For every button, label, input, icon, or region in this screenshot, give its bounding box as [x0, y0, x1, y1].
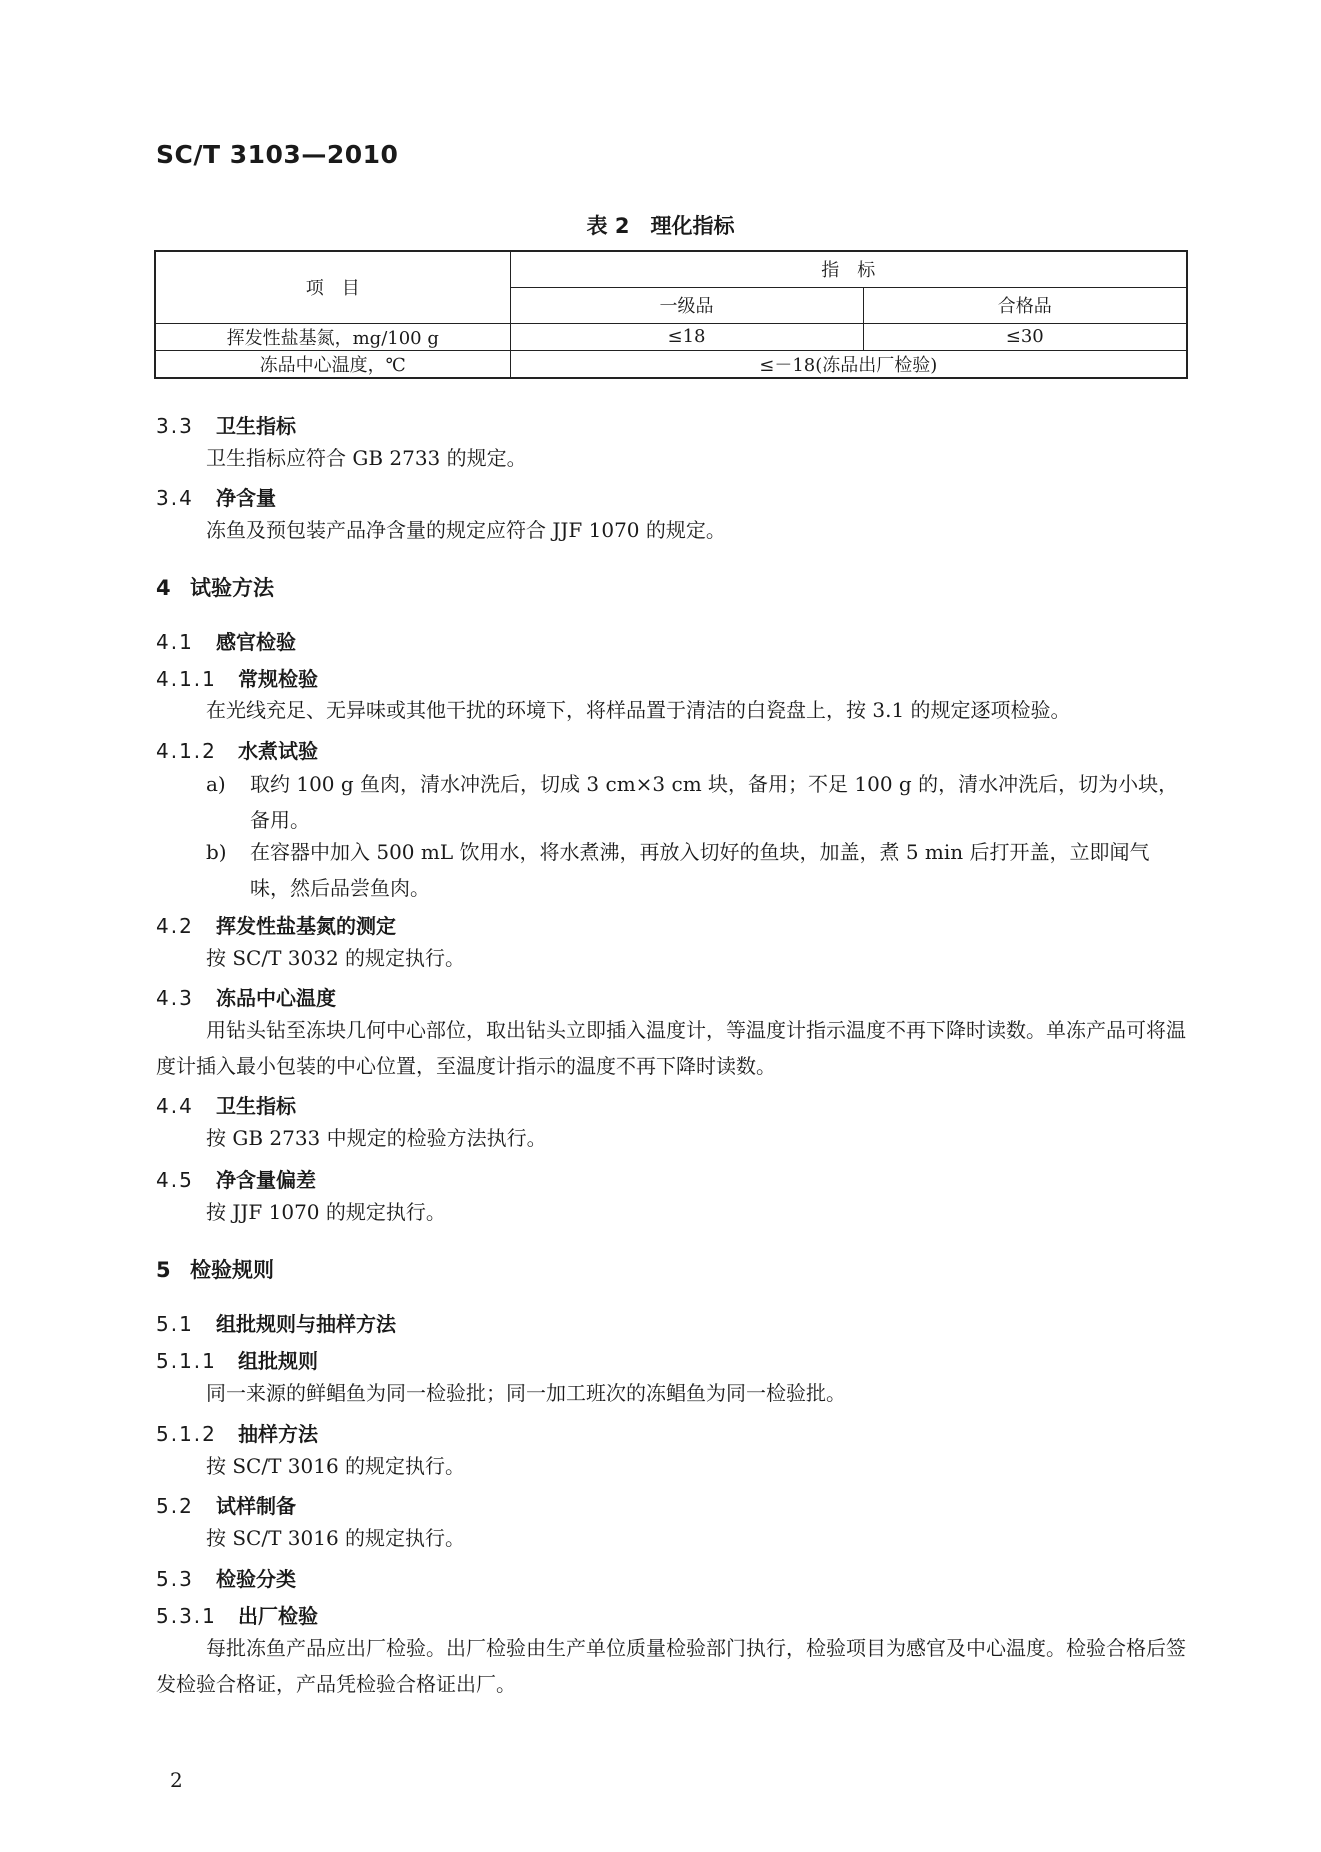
heading-text: 挥发性盐基氮的测定 — [216, 914, 396, 938]
heading-3-4 — [156, 482, 276, 511]
heading-5-1 — [156, 1308, 396, 1337]
heading-number: 4.1 — [156, 630, 194, 654]
heading-text: 卫生指标 — [216, 414, 296, 438]
list-text: 在容器中加入 500 mL 饮用水，将水煮沸，再放入切好的鱼块，加盖，煮 5 min 后打开盖，立即闻气味，然后品尝鱼肉。 — [250, 840, 1150, 900]
list-item — [206, 834, 1186, 906]
paragraph-5-2: 按 SC/T 3016 的规定执行。 — [206, 1526, 466, 1550]
heading-text: 常规检验 — [238, 667, 318, 691]
heading-4-2 — [156, 910, 396, 939]
paragraph-4-1-1: 在光线充足、无异味或其他干扰的环境下，将样品置于清洁的白瓷盘上，按 3.1 的规定逐项检验。 — [206, 698, 1071, 722]
heading-text: 试样制备 — [216, 1494, 296, 1518]
page-number: 2 — [170, 1768, 183, 1792]
paragraph-5-1-2: 按 SC/T 3016 的规定执行。 — [206, 1454, 466, 1478]
paragraph-3-3: 卫生指标应符合 GB 2733 的规定。 — [206, 446, 527, 470]
heading-4-1-2 — [156, 735, 318, 764]
heading-4-3 — [156, 982, 336, 1011]
heading-number: 5.3.1 — [156, 1604, 217, 1628]
heading-number: 5.2 — [156, 1494, 194, 1518]
document-code: SC/T 3103—2010 — [156, 140, 399, 169]
header-grade1: 一级品 — [510, 287, 863, 323]
heading-text: 净含量偏差 — [216, 1168, 316, 1192]
heading-number: 5.1.2 — [156, 1422, 217, 1446]
cell-merged: ≤－18(冻品出厂检验) — [510, 350, 1187, 378]
header-grade2: 合格品 — [863, 287, 1187, 323]
heading-text: 净含量 — [216, 486, 276, 510]
heading-4-1 — [156, 626, 296, 655]
paragraph-3-4: 冻鱼及预包装产品净含量的规定应符合 JJF 1070 的规定。 — [206, 518, 726, 542]
table-title: 表 2 理化指标 — [586, 214, 735, 238]
header-index: 指 标 — [510, 251, 1187, 287]
heading-number: 5.3 — [156, 1567, 194, 1591]
cell-grade2: ≤30 — [863, 323, 1187, 350]
heading-text: 抽样方法 — [238, 1422, 318, 1446]
heading-4-1-1 — [156, 663, 318, 692]
heading-number: 5 — [156, 1258, 171, 1282]
paragraph-4-3: 用钻头钻至冻块几何中心部位，取出钻头立即插入温度计，等温度计指示温度不再下降时读数。单冻产品可将温度计插入最小包装的中心位置，至温度计指示的温度不再下降时读数。 — [156, 1018, 1186, 1078]
heading-5-1-1 — [156, 1345, 318, 1374]
heading-5-3 — [156, 1563, 296, 1592]
heading-number: 4.2 — [156, 914, 194, 938]
paragraph-4-5: 按 JJF 1070 的规定执行。 — [206, 1200, 446, 1224]
paragraph-4-4: 按 GB 2733 中规定的检验方法执行。 — [206, 1126, 547, 1150]
heading-5-1-2 — [156, 1418, 318, 1447]
heading-number: 4.5 — [156, 1168, 194, 1192]
paragraph-5-1-1: 同一来源的鲜鲳鱼为同一检验批；同一加工班次的冻鲳鱼为同一检验批。 — [206, 1381, 846, 1405]
cell-item: 挥发性盐基氮，mg/100 g — [155, 323, 510, 350]
heading-number: 4.3 — [156, 986, 194, 1010]
heading-text: 试验方法 — [190, 576, 274, 600]
heading-number: 5.1.1 — [156, 1349, 217, 1373]
heading-number: 3.4 — [156, 486, 194, 510]
cell-grade1: ≤18 — [510, 323, 863, 350]
heading-5-3-1 — [156, 1600, 318, 1629]
heading-text: 感官检验 — [216, 630, 296, 654]
heading-number: 5.1 — [156, 1312, 194, 1336]
cell-item: 冻品中心温度，℃ — [155, 350, 510, 378]
heading-number: 4.4 — [156, 1094, 194, 1118]
physicochemical-table — [154, 250, 1188, 379]
heading-4-5 — [156, 1164, 316, 1193]
list-label: b) — [206, 840, 227, 864]
list-label: a) — [206, 772, 226, 796]
heading-number: 4.1.1 — [156, 667, 217, 691]
heading-4 — [156, 572, 274, 602]
heading-5 — [156, 1254, 274, 1284]
heading-number: 3.3 — [156, 414, 194, 438]
list-item — [206, 766, 1186, 838]
heading-text: 卫生指标 — [216, 1094, 296, 1118]
paragraph-5-3-1: 每批冻鱼产品应出厂检验。出厂检验由生产单位质量检验部门执行，检验项目为感官及中心温度。检验合格后签发检验合格证，产品凭检验合格证出厂。 — [156, 1636, 1186, 1696]
heading-text: 检验规则 — [190, 1258, 274, 1282]
heading-text: 检验分类 — [216, 1567, 296, 1591]
heading-number: 4.1.2 — [156, 739, 217, 763]
heading-5-2 — [156, 1490, 296, 1519]
heading-text: 出厂检验 — [238, 1604, 318, 1628]
heading-text: 组批规则与抽样方法 — [216, 1312, 396, 1336]
header-item: 项 目 — [155, 251, 510, 323]
heading-text: 冻品中心温度 — [216, 986, 336, 1010]
heading-3-3 — [156, 410, 296, 439]
table-row — [155, 323, 1187, 350]
paragraph-4-2: 按 SC/T 3032 的规定执行。 — [206, 946, 466, 970]
heading-text: 组批规则 — [238, 1349, 318, 1373]
table-row — [155, 350, 1187, 378]
heading-4-4 — [156, 1090, 296, 1119]
list-text: 取约 100 g 鱼肉，清水冲洗后，切成 3 cm×3 cm 块，备用；不足 100 g 的，清水冲洗后，切为小块，备用。 — [250, 772, 1179, 832]
heading-text: 水煮试验 — [238, 739, 318, 763]
heading-number: 4 — [156, 576, 171, 600]
